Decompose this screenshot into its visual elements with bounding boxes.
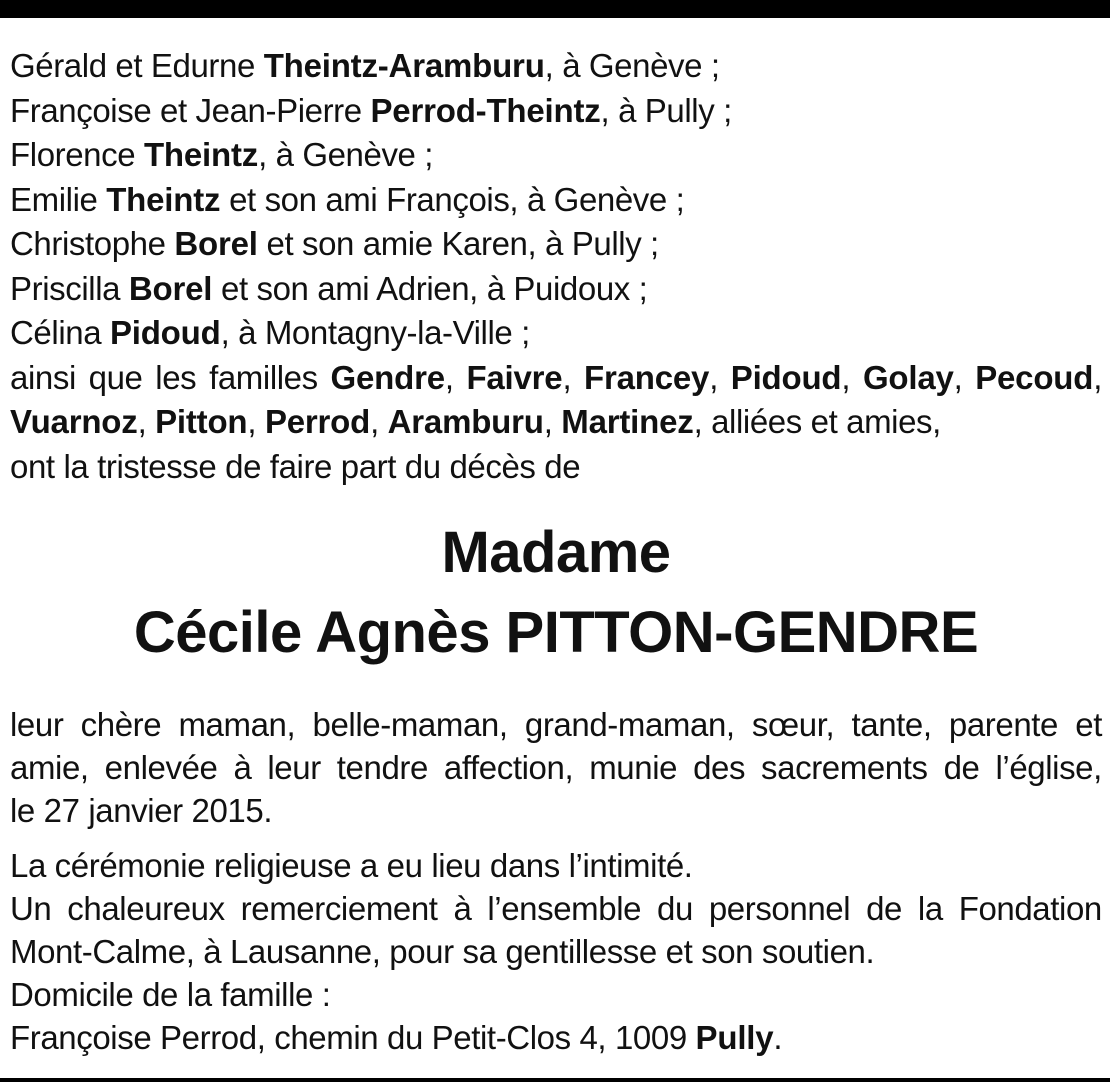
family-name: Martinez	[561, 403, 694, 440]
member-surname: Borel	[128, 269, 213, 307]
family-name: Golay,	[862, 358, 963, 396]
member-given-names: Gérald et Edurne	[10, 47, 264, 84]
body-line: leur chère maman, belle-maman, grand-maman, sœur, tante, parente et	[10, 706, 1102, 743]
member-given-names: Célina	[10, 314, 110, 351]
family-name: Pecoud,	[975, 358, 1102, 396]
member-location: et son ami Adrien, à Puidoux ;	[212, 269, 648, 307]
bottom-border-rule	[0, 1078, 1110, 1082]
family-member-line	[10, 222, 1102, 267]
member-location: et son ami François, à Genève ;	[220, 180, 685, 218]
family-member-line	[10, 267, 1102, 312]
families-intro-word: ainsi	[10, 358, 76, 396]
member-location: et son amie Karen, à Pully ;	[257, 225, 659, 262]
family-name: Pitton	[155, 403, 248, 440]
deceased-name: Cécile Agnès PITTON-GENDRE	[133, 600, 979, 665]
address-text: Françoise Perrod, chemin du Petit-Clos 4, 1009	[10, 1019, 696, 1056]
family-name: Pidoud,	[730, 358, 851, 396]
family-name: Faivre,	[466, 358, 572, 396]
family-address	[10, 1016, 1102, 1059]
member-location: , à Genève ;	[544, 47, 720, 84]
member-given-names: Emilie	[10, 180, 107, 218]
family-domicile-label: Domicile de la famille :	[10, 976, 331, 1013]
body-line: le 27 janvier 2015.	[10, 792, 273, 829]
family-member-line	[10, 89, 1102, 134]
family-name: Vuarnoz	[10, 403, 138, 440]
address-city: Pully	[695, 1019, 774, 1056]
family-member-line	[10, 311, 1102, 356]
families-intro-word: les	[155, 358, 197, 396]
member-given-names: Christophe	[10, 225, 175, 262]
deceased-heading	[10, 513, 1102, 673]
address-end: .	[773, 1019, 783, 1056]
thanks-line: Un chaleureux remerciement à l’ensemble du personnel de la Fondation	[10, 890, 1102, 927]
member-given-names: Florence	[10, 136, 144, 173]
family-name: Francey,	[584, 358, 718, 396]
top-border-rule	[0, 0, 1110, 18]
families-outro: , alliées et amies,	[693, 403, 941, 440]
member-surname: Pidoud	[109, 314, 221, 351]
families-line-1	[10, 356, 1102, 401]
member-location: , à Pully ;	[600, 91, 732, 129]
member-surname: Theintz	[106, 180, 221, 218]
member-surname: Theintz	[143, 136, 259, 173]
family-member-line	[10, 178, 1102, 223]
family-members	[10, 44, 1102, 356]
member-location: , à Montagny-la-Ville ;	[220, 314, 530, 351]
family-name: Perrod	[264, 403, 371, 440]
deceased-title: Madame	[441, 520, 671, 585]
member-given-names: Priscilla	[10, 269, 129, 307]
family-name: Gendre,	[330, 358, 454, 396]
families-intro-word: familles	[209, 358, 318, 396]
family-list	[10, 44, 1102, 489]
member-given-names: Françoise et Jean-Pierre	[10, 91, 371, 129]
obituary-notice	[10, 44, 1102, 1059]
announcement-text: ont la tristesse de faire part du décès de	[10, 447, 581, 485]
obituary-body	[10, 703, 1102, 1059]
member-surname: Perrod-Theintz	[370, 91, 601, 129]
member-surname: Theintz-Aramburu	[263, 47, 545, 84]
member-location: , à Genève ;	[258, 136, 434, 173]
family-name: Aramburu	[387, 403, 544, 440]
member-surname: Borel	[174, 225, 258, 262]
family-member-line	[10, 44, 1102, 89]
families-line-2: Vuarnoz, Pitton, Perrod, Aramburu, Martinez, alliées et amies,	[10, 403, 941, 440]
family-member-line	[10, 133, 1102, 178]
thanks-line: Mont-Calme, à Lausanne, pour sa gentillesse et son soutien.	[10, 933, 875, 970]
ceremony-text: La cérémonie religieuse a eu lieu dans l’intimité.	[10, 847, 693, 884]
families-intro-word: que	[88, 358, 143, 396]
body-line: amie, enlevée à leur tendre affection, munie des sacrements de l’église,	[10, 749, 1102, 786]
